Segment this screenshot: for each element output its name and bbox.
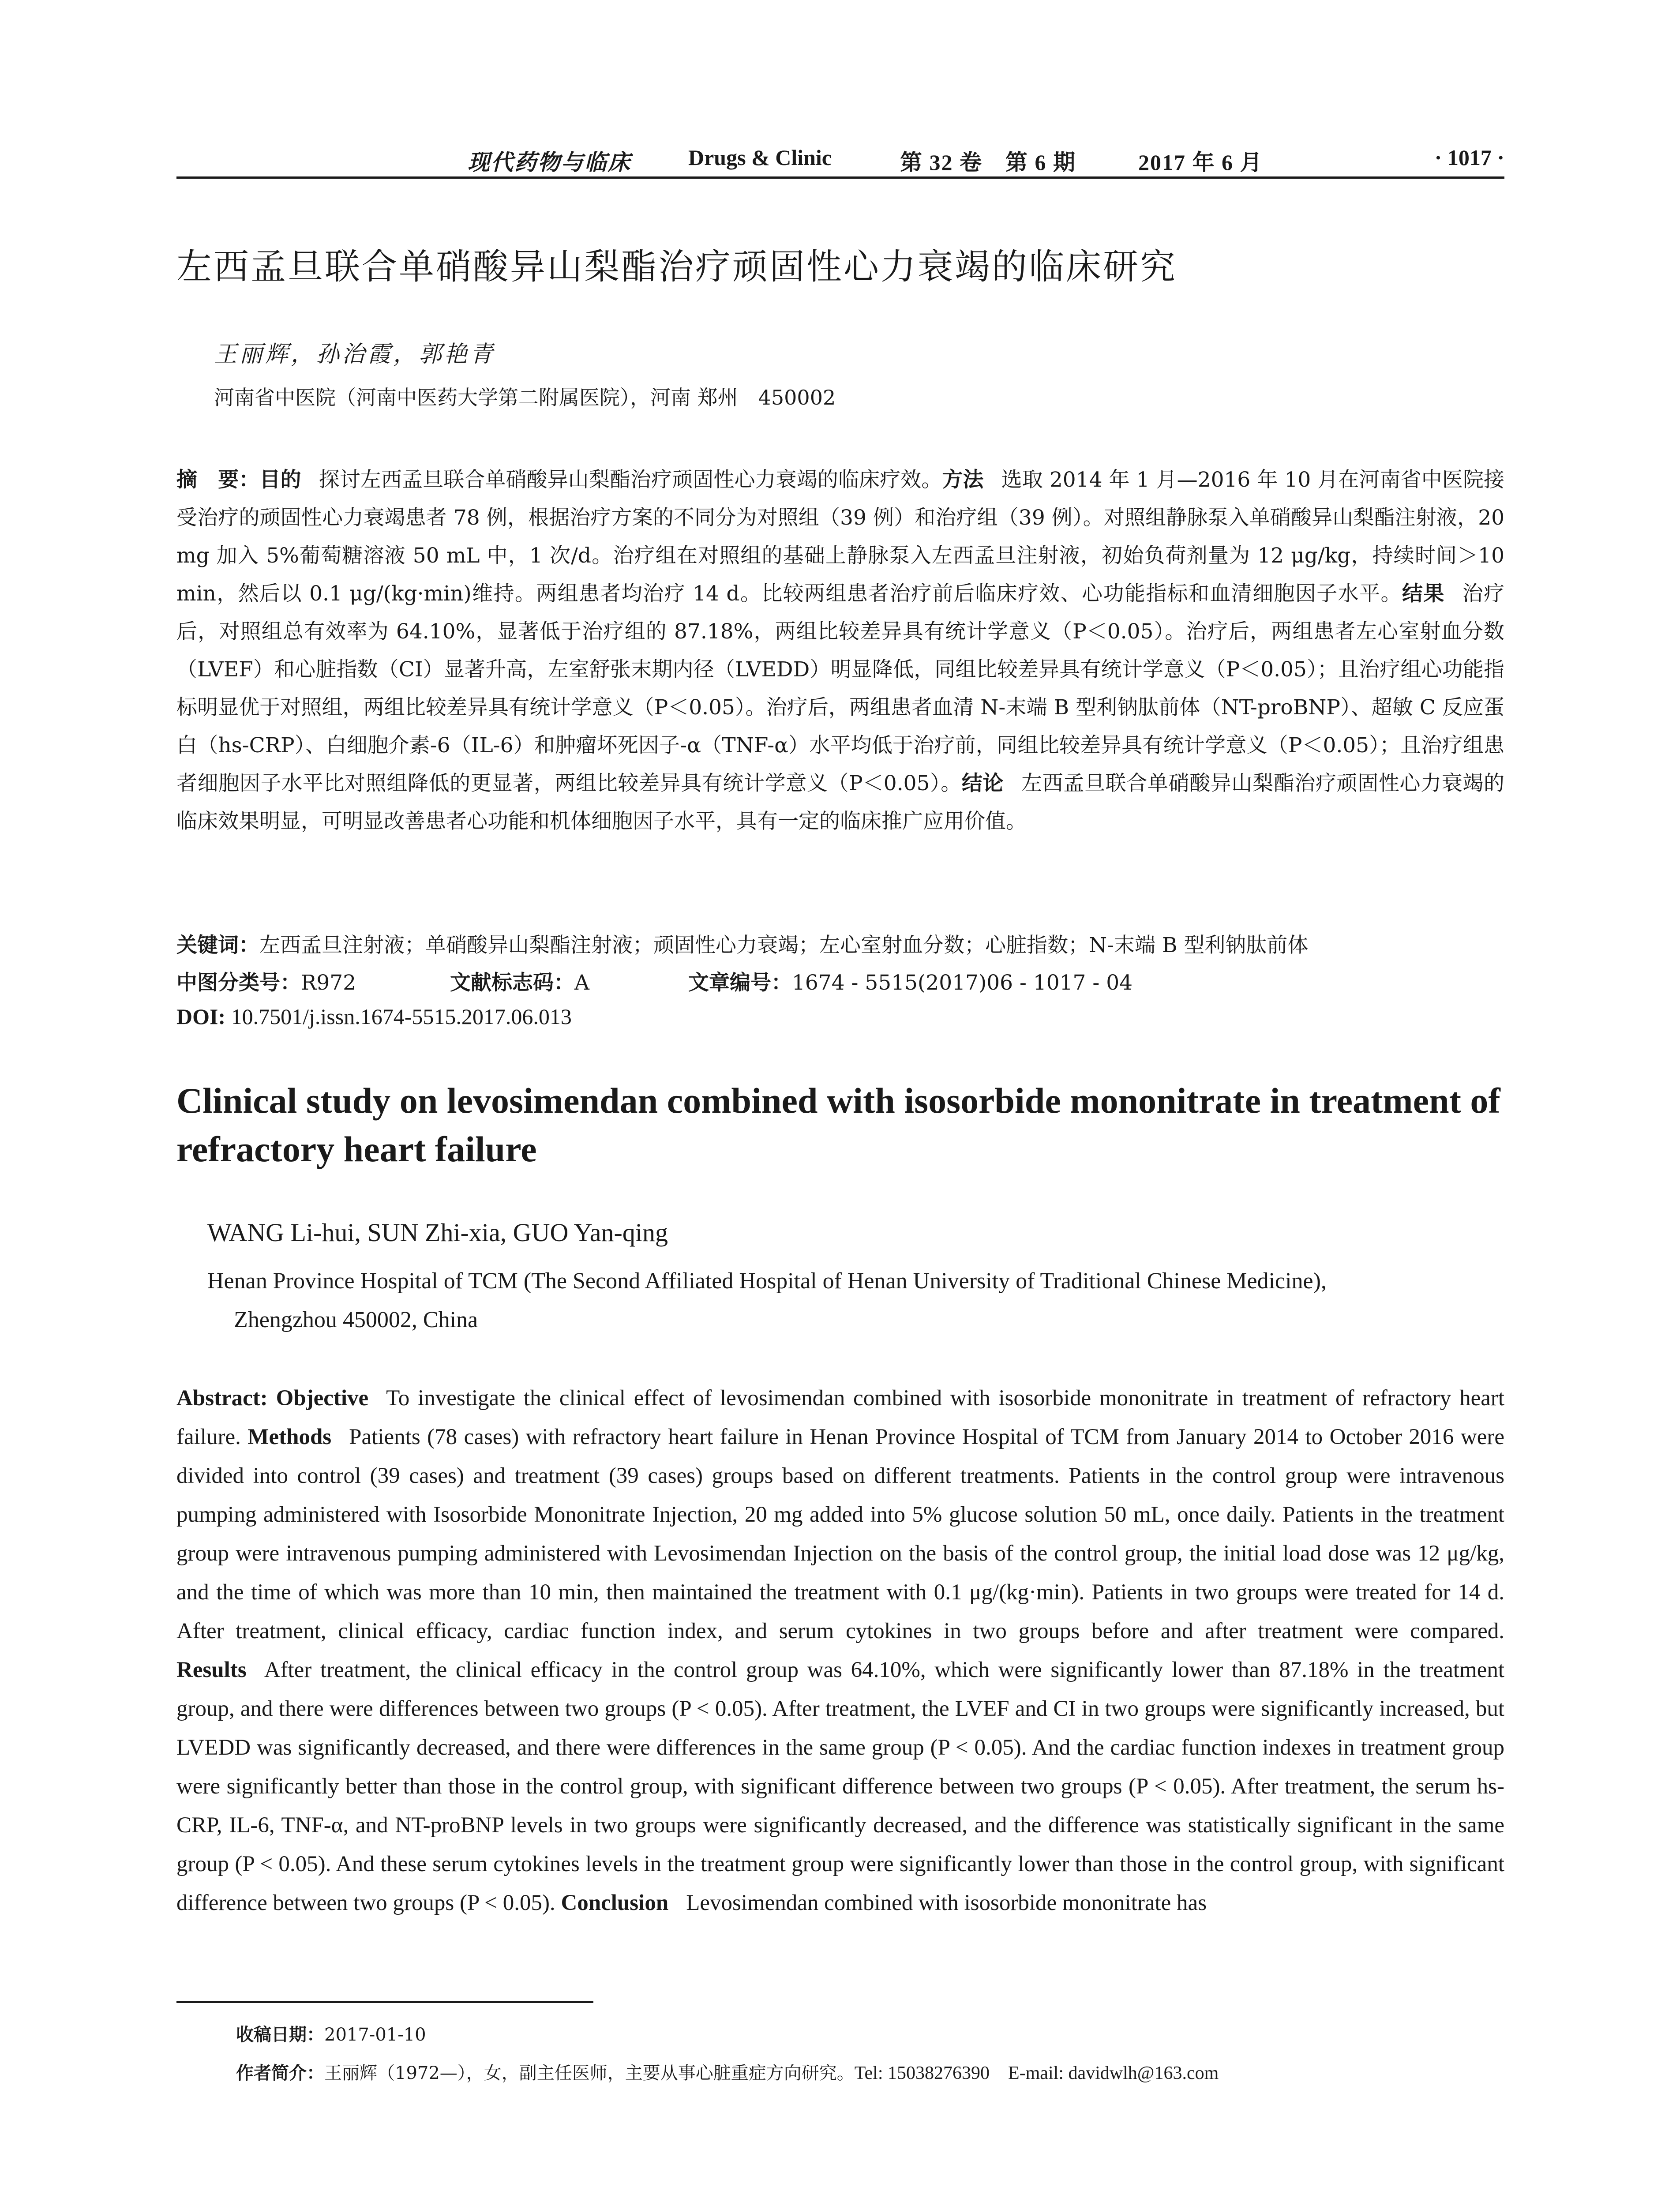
doi-label: DOI: [176,1004,226,1029]
methods-text: 选取 2014 年 1 月—2016 年 10 月在河南省中医院接受治疗的顽固性心力衰竭患者 78 例，根据治疗方案的不同分为对照组（39 例）和治疗组（39 例）。对照组静脉泵入单硝酸异山梨酯注射液，20 mg 加入 5%葡萄糖溶液 50 mL 中，1 次/d。治疗组在对照组的基础上静脉泵入左西孟旦注射液，初始负荷剂量为 12 μg/kg，持续时间＞10 min，然后以 0.1 μg/(kg·min)维持。两组患者均治疗 14 d。比较两组患者治疗前后临床疗效、心功能指标和血清细胞因子水平。 [176,468,1505,606]
conclusion-label: 结论 [961,771,1004,795]
issue-date: 2017 年 6 月 [1138,150,1263,175]
received-date-note [236,2021,426,2046]
journal-name-en: Drugs & Clinic [688,145,832,170]
volume-issue: 第 32 卷 第 6 期 [900,150,1076,175]
conclusion-text-en: Levosimendan combined with isosorbide mononitrate has [686,1891,1207,1915]
english-affiliation-line-1: Henan Province Hospital of TCM (The Second Affiliated Hospital of Henan University of Traditional Chinese Medicine), [207,1268,1327,1294]
doc-code-value: A [574,971,589,995]
running-header [176,141,1504,179]
doc-code-label: 文献标志码： [450,971,574,995]
english-title: Clinical study on levosimendan combined with isosorbide mononitrate in treatment of refractory heart failure [176,1080,1500,1169]
objective-text-en: To investigate the clinical effect of levosimendan combined with isosorbide mononitrate in treatment of refractory heart failure. [176,1386,1504,1449]
english-affiliation-line-2: Zhengzhou 450002, China [234,1307,478,1332]
chinese-abstract [176,461,1504,840]
author-bio-note [236,2058,1219,2085]
author-bio-label: 作者简介： [236,2063,324,2083]
objective-text: 探讨左西孟旦联合单硝酸异山梨酯治疗顽固性心力衰竭的临床疗效。 [319,468,942,492]
footnote-divider [176,2001,593,2003]
classification-line [176,966,1132,996]
methods-label: 方法 [942,468,984,492]
results-text: 治疗后，对照组总有效率为 64.10%，显著低于治疗组的 87.18%，两组比较差异具有统计学意义（P＜0.05）。治疗后，两组患者左心室射血分数（LVEF）和心脏指数（CI）显著升高，左室舒张末期内径（LVEDD）明显降低，同组比较差异具有统计学意义（P＜0.05）；且治疗组心功能指标明显优于对照组，两组比较差异具有统计学意义（P＜0.05）。治疗后，两组患者血清 N-末端 B 型利钠肽前体（NT-proBNP）、超敏 C 反应蛋白（hs-CRP）、白细胞介素-6（IL-6）和肿瘤坏死因子-α（TNF-α）水平均低于治疗前，同组比较差异具有统计学意义（P＜0.05）；且治疗组患者细胞因子水平比对照组降低的更显著，两组比较差异具有统计学意义（P＜0.05）。 [176,582,1505,795]
results-text-en: After treatment, the clinical efficacy in the control group was 64.10%, which were significantly lower than 87.18% in the treatment group, and there were differences between two groups (P < 0.05). After treatment, the LVEF and CI in two groups were significantly increased, but LVEDD was significantly decreased, and there were differences in the same group (P < 0.05). And the cardiac function indexes in treatment group were significantly better than those in the control group, with significant difference between two groups (P < 0.05). After treatment, the serum hs-CRP, IL-6, TNF-α, and NT-proBNP levels in two groups were significantly decreased, and the difference was statistically significant in the same group (P < 0.05). And these serum cytokines levels in the treatment group were significantly lower than those in the control group, with significant difference between two groups (P < 0.05). [176,1658,1504,1915]
doi-value: 10.7501/j.issn.1674-5515.2017.06.013 [231,1004,572,1029]
english-affiliation [207,1262,1504,1339]
chinese-authors: 王丽辉，孙治霞，郭艳青 [214,341,496,368]
chinese-title: 左西孟旦联合单硝酸异山梨酯治疗顽固性心力衰竭的临床研究 [176,246,1177,287]
conclusion-text: 左西孟旦联合单硝酸异山梨酯治疗顽固性心力衰竭的临床效果明显，可明显改善患者心功能和机体细胞因子水平，具有一定的临床推广应用价值。 [176,771,1505,833]
clc-label: 中图分类号： [176,971,301,995]
author-bio-text: 王丽辉（1972—），女，副主任医师，主要从事心脏重症方向研究。 [324,2063,855,2083]
english-authors: WANG Li-hui, SUN Zhi-xia, GUO Yan-qing [207,1218,668,1247]
author-contact: Tel: 15038276390 E-mail: davidwlh@163.com [854,2063,1219,2083]
keywords-label: 关键词： [176,933,259,957]
article-no-value: 1674 - 5515(2017)06 - 1017 - 04 [792,971,1133,995]
results-label: 结果 [1402,582,1445,606]
page-number: · 1017 · [1434,145,1504,170]
journal-name-cn: 现代药物与临床 [468,150,631,175]
abstract-label: 摘 要： [176,468,260,492]
methods-text-en: Patients (78 cases) with refractory heart failure in Henan Province Hospital of TCM from January 2014 to October 2016 were divided into control (39 cases) and treatment (39 cases) groups based on different treatments. Patients in the control group were intravenous pumping administered with Isosorbide Mononitrate Injection, 20 mg added into 5% glucose solution 50 mL, once daily. Patients in the treatment group were intravenous pumping administered with Levosimendan Injection on the basis of the control group, the initial load dose was 12 μg/kg, and the time of which was more than 10 min, then maintained the treatment with 0.1 μg/(kg·min). Patients in two groups were treated for 14 d. After treatment, clinical efficacy, cardiac function index, and serum cytokines in two groups before and after treatment were compared. [176,1425,1504,1643]
doi-line [176,1004,572,1029]
english-abstract [176,1379,1504,1922]
keywords-line [176,929,1308,958]
article-no-label: 文章编号： [688,971,792,995]
objective-label: 目的 [259,468,301,492]
conclusion-label-en: Conclusion [561,1891,669,1915]
received-value: 2017-01-10 [324,2025,426,2045]
received-label: 收稿日期： [236,2025,324,2045]
objective-label-en: Objective [276,1386,369,1411]
results-label-en: Results [176,1658,247,1682]
abstract-label-en: Abstract: [176,1386,268,1411]
methods-label-en: Methods [248,1425,332,1449]
keywords-text: 左西孟旦注射液；单硝酸异山梨酯注射液；顽固性心力衰竭；左心室射血分数；心脏指数；N-末端 B 型利钠肽前体 [259,933,1309,957]
chinese-affiliation: 河南省中医院（河南中医药大学第二附属医院），河南 郑州 450002 [214,386,836,409]
clc-value: R972 [301,971,356,995]
